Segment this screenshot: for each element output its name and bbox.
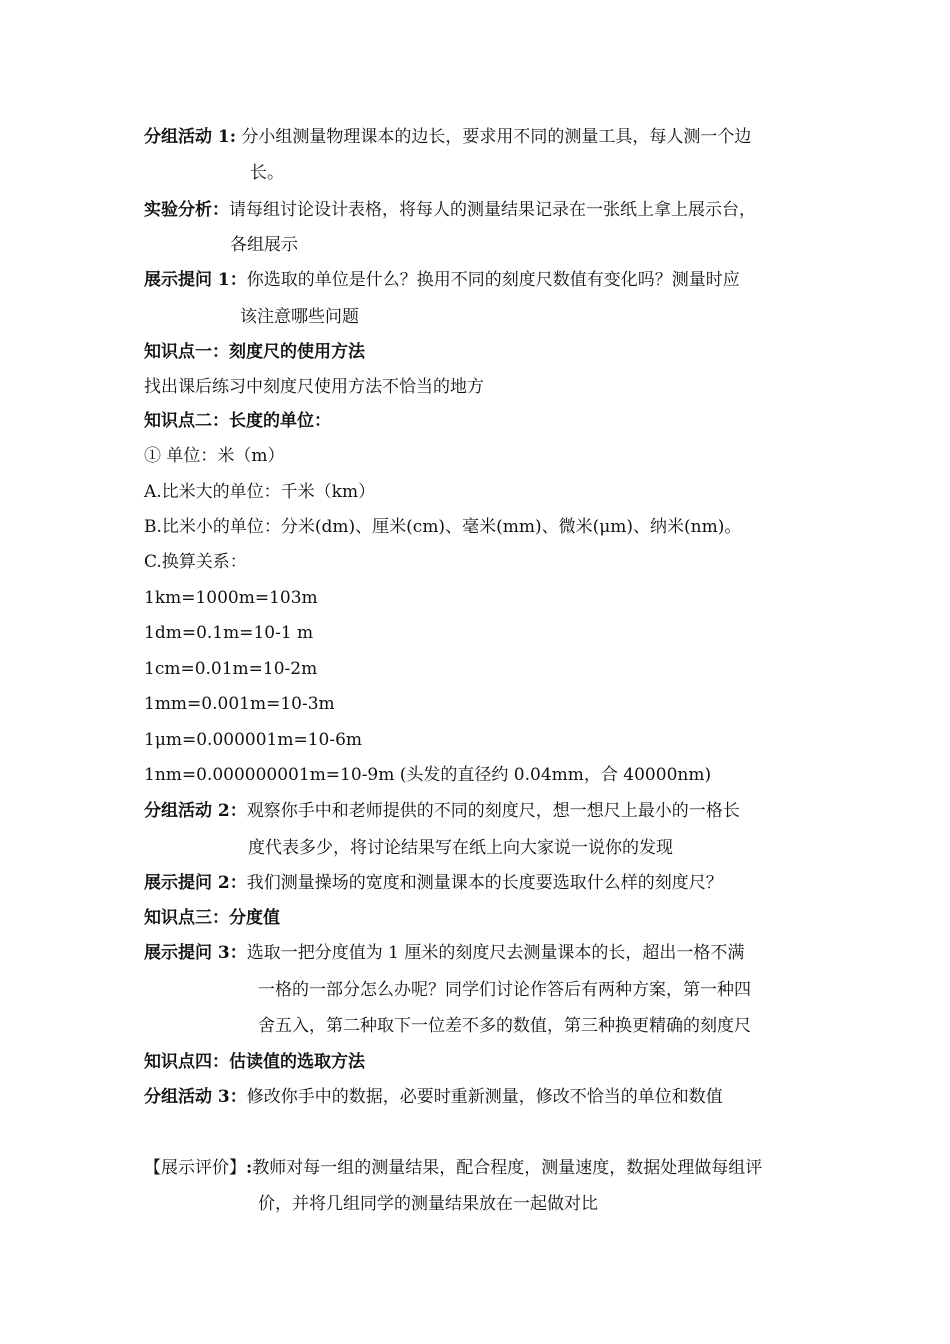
- show-question-1: [144, 269, 740, 291]
- label-colon: ：: [229, 1087, 247, 1107]
- knowledge-point-4-heading: 知识点四：估读值的选取方法: [144, 1052, 365, 1072]
- conversion-heading: C.换算关系：: [144, 552, 247, 572]
- group-activity-3-label: 分组活动 3: [144, 1087, 230, 1107]
- conversion-km: 1km=1000m=103m: [144, 588, 318, 608]
- show-question-1-continued: 该注意哪些问题: [240, 307, 359, 327]
- label-colon: :: [246, 1158, 253, 1178]
- knowledge-point-1-heading: 知识点一：刻度尺的使用方法: [144, 342, 365, 362]
- label-colon: ：: [229, 801, 247, 821]
- group-activity-1-label: 分组活动 1: [144, 127, 230, 147]
- show-question-1-label: 展示提问 1: [144, 270, 230, 290]
- experiment-analysis-text: 请每组讨论设计表格，将每人的测量结果记录在一张纸上拿上展示台，: [229, 200, 756, 220]
- label-colon: ：: [212, 200, 229, 220]
- show-evaluation-label: 【展示评价】: [144, 1158, 246, 1178]
- show-question-2: [144, 872, 723, 894]
- unit-larger: A.比米大的单位：千米（km）: [144, 482, 376, 502]
- knowledge-point-3-heading: 知识点三：分度值: [144, 908, 280, 928]
- show-question-2-label: 展示提问 2: [144, 873, 230, 893]
- experiment-analysis-label: 实验分析: [144, 200, 212, 220]
- show-evaluation-continued: 价，并将几组同学的测量结果放在一起做对比: [258, 1194, 598, 1214]
- group-activity-2: [144, 800, 740, 822]
- group-activity-2-text: 观察你手中和老师提供的不同的刻度尺，想一想尺上最小的一格长: [246, 801, 740, 821]
- unit-smaller: B.比米小的单位：分米(dm)、厘米(cm)、毫米(mm)、微米(μm)、纳米(nm)。: [144, 517, 742, 537]
- label-colon: ：: [229, 943, 247, 963]
- show-question-1-text: 你选取的单位是什么？换用不同的刻度尺数值有变化吗？测量时应: [246, 270, 740, 290]
- conversion-mm: 1mm=0.001m=10-3m: [144, 694, 335, 714]
- experiment-analysis: [144, 199, 756, 221]
- group-activity-1-continued: 长。: [250, 163, 284, 183]
- label-colon: ：: [229, 873, 247, 893]
- group-activity-2-label: 分组活动 2: [144, 801, 230, 821]
- knowledge-point-1-text: 找出课后练习中刻度尺使用方法不恰当的地方: [144, 377, 484, 397]
- label-colon: ：: [229, 270, 247, 290]
- show-evaluation: [144, 1157, 762, 1179]
- show-question-2-text: 我们测量操场的宽度和测量课本的长度要选取什么样的刻度尺？: [246, 873, 723, 893]
- show-question-3-label: 展示提问 3: [144, 943, 230, 963]
- group-activity-1: [144, 126, 751, 148]
- show-question-3: [144, 942, 744, 964]
- show-question-3-continued-1: 一格的一部分怎么办呢？同学们讨论作答后有两种方案，第一种四: [258, 980, 751, 1000]
- conversion-dm: 1dm=0.1m=10-1 m: [144, 623, 314, 643]
- group-activity-3: [144, 1086, 723, 1108]
- label-colon: :: [229, 127, 237, 147]
- knowledge-point-2-heading: 知识点二：长度的单位：: [144, 411, 331, 431]
- show-question-3-continued-2: 舍五入，第二种取下一位差不多的数值，第三种换更精确的刻度尺: [258, 1016, 751, 1036]
- show-question-3-text: 选取一把分度值为 1 厘米的刻度尺去测量课本的长，超出一格不满: [246, 943, 745, 963]
- experiment-analysis-continued: 各组展示: [230, 235, 298, 255]
- group-activity-2-continued: 度代表多少，将讨论结果写在纸上向大家说一说你的发现: [248, 838, 673, 858]
- show-evaluation-text: 教师对每一组的测量结果，配合程度，测量速度，数据处理做每组评: [252, 1158, 763, 1178]
- group-activity-1-text: 分小组测量物理课本的边长，要求用不同的测量工具，每人测一个边: [241, 127, 752, 147]
- conversion-nm: 1nm=0.000000001m=10-9m (头发的直径约 0.04mm，合 40000nm): [144, 765, 712, 785]
- group-activity-3-text: 修改你手中的数据，必要时重新测量，修改不恰当的单位和数值: [246, 1087, 723, 1107]
- unit-base: ① 单位：米（m）: [144, 446, 285, 466]
- conversion-um: 1μm=0.000001m=10-6m: [144, 730, 363, 750]
- conversion-cm: 1cm=0.01m=10-2m: [144, 659, 318, 679]
